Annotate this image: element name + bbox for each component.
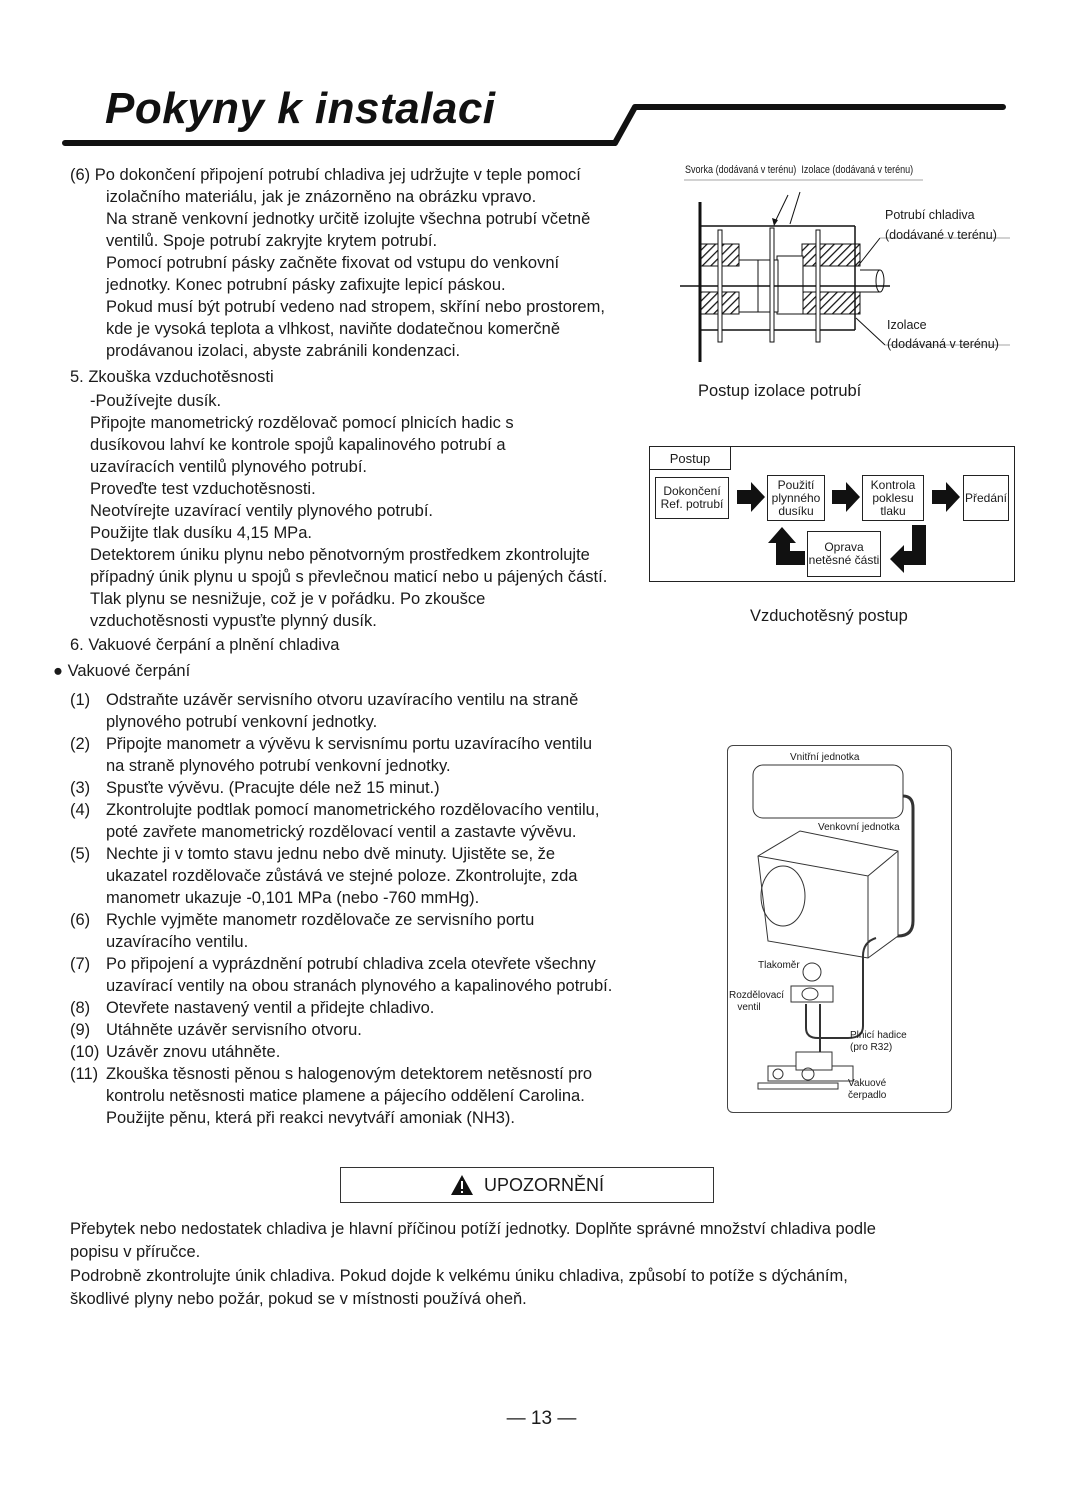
- warning-line: Podrobně zkontrolujte únik chladiva. Pokud dojde k velkému úniku chladiva, způsobí to potíže s dýcháním,: [70, 1266, 848, 1285]
- step-number: (5): [70, 845, 91, 863]
- text-line: Na straně venkovní jednotky určitě izolujte všechna potrubí včetně: [106, 210, 591, 228]
- pipe-sub-label: (dodávané v terénu): [885, 228, 997, 242]
- step-body: [106, 997, 612, 1019]
- text-line: plynového potrubí venkovní jednotky.: [106, 713, 378, 731]
- step-body: [106, 777, 612, 799]
- text-line: Použijte pěnu, která při reakci nevytváří amoniak (NH3).: [106, 1109, 516, 1127]
- section-6-heading: 6. Vakuové čerpání a plnění chladiva: [70, 636, 340, 654]
- text-line: Odstraňte uzávěr servisního otvoru uzavíracího ventilu na straně: [106, 691, 579, 709]
- step-number: (6): [70, 911, 91, 929]
- step-number: (10): [70, 1043, 100, 1061]
- insulation-instructions: [70, 164, 605, 362]
- warning-line: Přebytek nebo nedostatek chladiva je hlavní příčinou potíží jednotky. Doplňte správné množství chladiva podle: [70, 1220, 876, 1238]
- step-number: (1): [70, 691, 91, 709]
- vacuum-step: [70, 1041, 612, 1063]
- text-line: Po připojení a vyprázdnění potrubí chladiva zcela otevřete všechny: [106, 955, 596, 973]
- vacuum-drawing: [728, 746, 951, 1112]
- step-number: (3): [70, 779, 91, 797]
- step-number: (2): [70, 735, 91, 753]
- vacuum-step: [70, 777, 612, 799]
- clamp-label-text: Svorka (dodávaná v terénu): [685, 164, 797, 176]
- bullet-vacuum: [53, 660, 190, 682]
- text-line: na straně plynového potrubí venkovní jednotky.: [106, 757, 451, 775]
- text-line: Spusťte vývěvu. (Pracujte déle než 15 minut.): [106, 779, 440, 797]
- page-number: — 13 —: [506, 1408, 577, 1429]
- step-body: [106, 799, 612, 843]
- text-line: Utáhněte uzávěr servisního otvoru.: [106, 1021, 362, 1039]
- vacuum-step: [70, 1063, 612, 1129]
- pump-label: Vakuové čerpadlo: [848, 1078, 887, 1101]
- insulation-top-label: Izolace (dodávaná v terénu): [801, 164, 914, 176]
- vacuum-step: [70, 733, 612, 777]
- text-line: kde je vysoká teplota a vlhkost, naviňte dodatečnou komerčně: [106, 320, 561, 338]
- text-line: -Používejte dusík.: [90, 392, 222, 410]
- text-line: Detektorem úniku plynu nebo pěnotvorným prostředkem zkontrolujte: [90, 546, 590, 564]
- step-body: [106, 1019, 612, 1041]
- warning-title: UPOZORNĚNÍ: [483, 1174, 604, 1195]
- arrow-right-icon: [832, 482, 860, 512]
- text-line: Uzávěr znovu utáhněte.: [106, 1043, 281, 1061]
- text-line: uzavíracích ventilů plynového potrubí.: [90, 458, 367, 476]
- warning-banner: [340, 1167, 714, 1203]
- step-body: [106, 909, 612, 953]
- text-line: případný únik plynu u spojů s převlečnou maticí nebo u pájených částí.: [90, 568, 608, 586]
- flow-arrows: [650, 447, 1014, 581]
- text-line: Neotvírejte uzavírací ventily plynového potrubí.: [90, 502, 434, 520]
- text-line: uzavírací ventily na obou stranách plynového a kapalinového potrubí.: [106, 977, 613, 995]
- gauge-label: Tlakoměr: [758, 960, 800, 971]
- airtight-flow-diagram: [649, 446, 1015, 582]
- text-line: Otevřete nastavený ventil a přidejte chladivo.: [106, 999, 435, 1017]
- vacuum-step: [70, 843, 612, 909]
- vacuum-step: [70, 1019, 612, 1041]
- text-line: Proveďte test vzduchotěsnosti.: [90, 480, 316, 498]
- bullet-icon: ●: [53, 662, 63, 680]
- text-line: (6) Po dokončení připojení potrubí chladiva jej udržujte v teple pomocí: [70, 166, 581, 184]
- page-title: Pokyny k instalaci: [105, 84, 496, 133]
- flow-step-handover: Předání: [963, 475, 1009, 521]
- text-line: Připojte manometrický rozdělovač pomocí plnicích hadic s: [90, 414, 514, 432]
- insulation-sub-label: (dodávaná v terénu): [887, 337, 999, 351]
- text-line: uzavíracího ventilu.: [106, 933, 249, 951]
- outdoor-unit-label: Venkovní jednotka: [818, 822, 900, 833]
- text-line: Nechte ji v tomto stavu jednu nebo dvě minuty. Ujistěte se, že: [106, 845, 556, 863]
- vacuum-step: [70, 689, 612, 733]
- warning-line: popisu v příručce.: [70, 1243, 201, 1262]
- indoor-unit-label: Vnitřní jednotka: [790, 752, 860, 763]
- step-number: (7): [70, 955, 91, 973]
- arrow-right-icon: [737, 482, 765, 512]
- warning-icon: [450, 1174, 474, 1196]
- text-line: Použijte tlak dusíku 4,15 MPa.: [90, 524, 312, 542]
- clamp-label: [685, 164, 913, 176]
- text-line: jednotky. Konec potrubní pásky zafixujte lepicí páskou.: [106, 276, 506, 294]
- step-body: [106, 1063, 612, 1129]
- manifold-label: Rozdělovací ventil: [729, 990, 785, 1013]
- text-line: Připojte manometr a vývěvu k servisnímu portu uzavíracího ventilu: [106, 735, 593, 753]
- step-body: [106, 733, 612, 777]
- bullet-label: Vakuové čerpání: [67, 662, 191, 680]
- text-line: poté zavřete manometrický rozdělovací ventil a zastavte vývěvu.: [106, 823, 577, 841]
- text-line: vzduchotěsnosti vypusťte plynný dusík.: [90, 612, 377, 630]
- text-line: Rychle vyjměte manometr rozdělovače ze servisního portu: [106, 911, 535, 929]
- text-line: Pomocí potrubní pásky začněte fixovat od vstupu do venkovní: [106, 254, 560, 272]
- flow-step-repair: Oprava netěsné části: [807, 531, 881, 577]
- flow-step-complete-piping: Dokončení Ref. potrubí: [655, 477, 729, 519]
- step-body: [106, 953, 612, 997]
- step-number: (4): [70, 801, 91, 819]
- warning-body: [70, 1218, 876, 1312]
- warning-line: škodlivé plyny nebo požár, pokud se v místnosti používá oheň.: [70, 1290, 527, 1309]
- arrow-up-icon: [768, 527, 805, 565]
- arrow-return-icon: [890, 525, 926, 573]
- insulation-label: Izolace: [887, 318, 927, 332]
- pipe-label: Potrubí chladiva: [885, 208, 975, 222]
- airtight-caption: Vzduchotěsný postup: [750, 607, 908, 625]
- insulation-figure: [680, 160, 1020, 400]
- text-line: Tlak plynu se nesnižuje, což je v pořádku. Po zkoušce: [90, 590, 486, 608]
- vacuum-step: [70, 997, 612, 1019]
- text-line: Zkouška těsnosti pěnou s halogenovým detektorem netěsností pro: [106, 1065, 593, 1083]
- section-5-heading: 5. Zkouška vzduchotěsnosti: [70, 368, 274, 386]
- text-line: kontrolu netěsnosti matice plamene a pájecího oddělení Carolina.: [106, 1087, 585, 1105]
- text-line: dusíkovou lahví ke kontrole spojů kapalinového potrubí a: [90, 436, 506, 454]
- insulation-caption: Postup izolace potrubí: [698, 382, 862, 400]
- arrow-right-icon: [932, 482, 960, 512]
- step-number: (9): [70, 1021, 91, 1039]
- text-line: ventilů. Spoje potrubí zakryjte krytem potrubí.: [106, 232, 438, 250]
- vacuum-figure: [727, 745, 952, 1113]
- text-line: ukazatel rozdělovače zůstává ve stejné poloze. Zkontrolujte, zda: [106, 867, 578, 885]
- step-number: (11): [70, 1065, 99, 1083]
- step-body: [106, 1041, 612, 1063]
- vacuum-step: [70, 799, 612, 843]
- text-line: prodávanou izolaci, abyste zabránili kondenzaci.: [106, 342, 461, 360]
- text-line: Zkontrolujte podtlak pomocí manometrického rozdělovacího ventilu,: [106, 801, 600, 819]
- step-body: [106, 689, 612, 733]
- section-5-body: [90, 390, 607, 632]
- vacuum-step: [70, 953, 612, 997]
- vacuum-step: [70, 909, 612, 953]
- flow-header: Postup: [649, 446, 731, 470]
- flow-step-nitrogen: Použití plynného dusíku: [767, 475, 825, 521]
- text-line: izolačního materiálu, jak je znázorněno na obrázku vpravo.: [106, 188, 537, 206]
- header-rule: [0, 0, 1083, 160]
- vacuum-steps: [70, 689, 612, 1129]
- step-number: (8): [70, 999, 91, 1017]
- text-line: Pokud musí být potrubí vedeno nad stropem, skříní nebo prostorem,: [106, 298, 605, 316]
- text-line: manometr ukazuje -0,101 MPa (nebo -760 mmHg).: [106, 889, 480, 907]
- step-body: [106, 843, 612, 909]
- hose-label: Plnicí hadice (pro R32): [850, 1030, 907, 1053]
- flow-step-pressure-check: Kontrola poklesu tlaku: [862, 475, 924, 521]
